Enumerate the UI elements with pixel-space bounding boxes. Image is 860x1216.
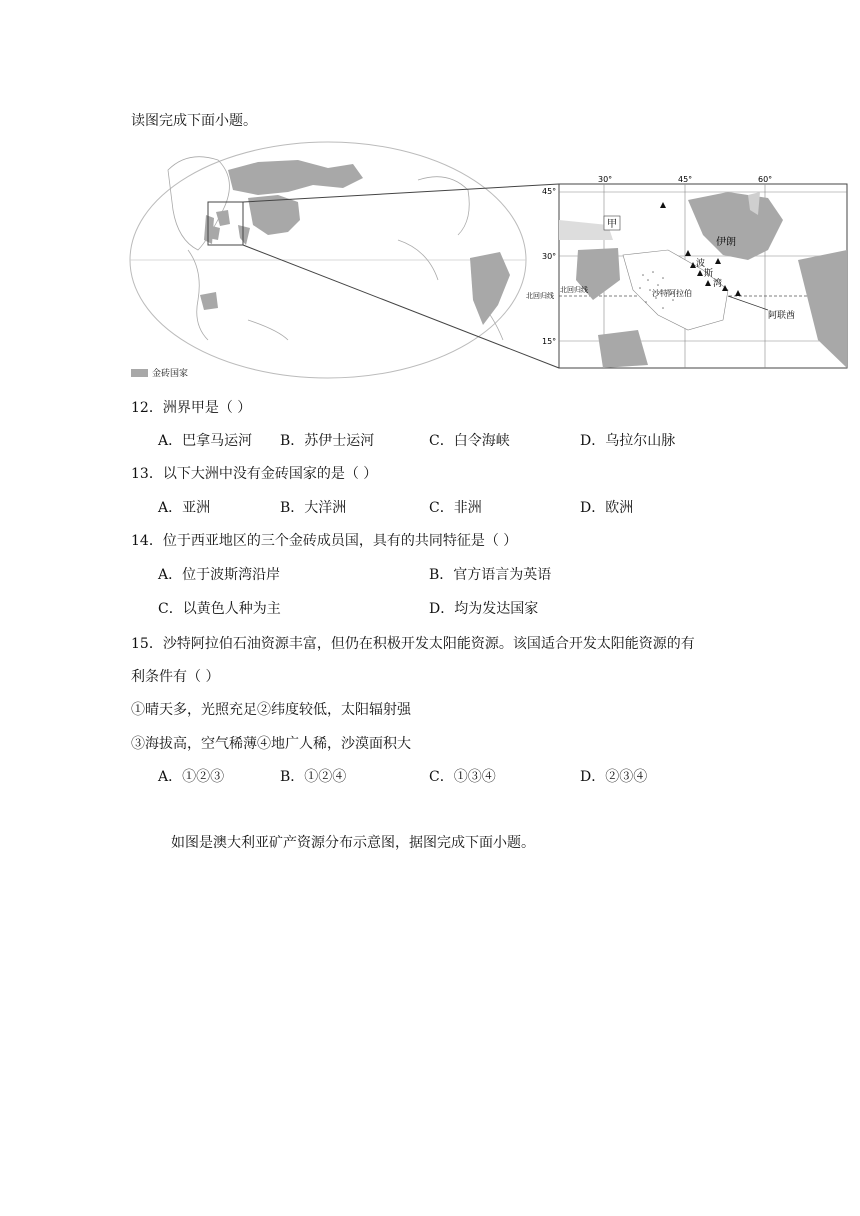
map-legend	[131, 366, 188, 379]
q14-option-d[interactable]: D．均为发达国家	[429, 601, 539, 617]
inset-map	[559, 184, 847, 368]
q12-option-d[interactable]: D．乌拉尔山脉	[580, 433, 676, 449]
question-12-stem: 12．洲界甲是（ ）	[131, 400, 252, 416]
q15-option-b[interactable]: B．①②④	[280, 769, 347, 785]
question-15-statement-2: ③海拔高，空气稀薄④地广人稀，沙漠面积大	[131, 736, 411, 752]
q12-option-a[interactable]: A．巴拿马运河	[158, 433, 253, 449]
q15-option-a[interactable]: A．①②③	[158, 769, 225, 785]
q13-option-d[interactable]: D．欧洲	[580, 500, 634, 516]
q13-option-c[interactable]: C．非洲	[429, 500, 482, 516]
label-gulf-3: 湾	[713, 279, 723, 289]
lat-15-label: 15°	[542, 337, 557, 346]
question-15-stem-line2: 利条件有（ ）	[131, 669, 220, 685]
q14-option-a[interactable]: A．位于波斯湾沿岸	[158, 567, 281, 583]
tropic-label-right: 北回归线	[560, 286, 588, 294]
question-15-stem-line1: 15．沙特阿拉伯石油资源丰富，但仍在积极开发太阳能资源。该国适合开发太阳能资源的有	[131, 636, 695, 652]
label-gulf-1: 波	[696, 259, 706, 269]
label-jia: 甲	[607, 219, 617, 230]
tropic-label-left: 北回归线	[526, 292, 554, 300]
label-gulf-2: 斯	[704, 269, 714, 279]
legend-swatch	[131, 369, 148, 377]
intro-text: 读图完成下面小题。	[131, 113, 257, 129]
label-saudi: 沙特阿拉伯	[652, 289, 692, 298]
intro-text-2: 如图是澳大利亚矿产资源分布示意图，据图完成下面小题。	[171, 835, 535, 851]
q13-option-a[interactable]: A．亚洲	[158, 500, 211, 516]
q14-option-c[interactable]: C．以黄色人种为主	[158, 601, 281, 617]
legend-label: 金砖国家	[152, 369, 189, 379]
q15-option-d[interactable]: D．②③④	[580, 769, 648, 785]
q13-option-b[interactable]: B．大洋洲	[280, 500, 347, 516]
question-15-statement-1: ①晴天多，光照充足②纬度较低，太阳辐射强	[131, 702, 411, 718]
q12-option-b[interactable]: B．苏伊士运河	[280, 433, 375, 449]
q14-option-b[interactable]: B．官方语言为英语	[429, 567, 552, 583]
q12-option-c[interactable]: C．白令海峡	[429, 433, 510, 449]
question-13-stem: 13．以下大洲中没有金砖国家的是（ ）	[131, 466, 378, 482]
lat-45-label: 45°	[542, 187, 557, 196]
question-14-stem: 14．位于西亚地区的三个金砖成员国，具有的共同特征是（ ）	[131, 533, 518, 549]
brics-map-figure	[128, 140, 850, 385]
world-map	[130, 142, 526, 378]
lat-30-label: 30°	[542, 252, 557, 261]
lon-60-label: 60°	[758, 175, 773, 184]
label-uae: 阿联酋	[768, 311, 796, 321]
lon-30-label: 30°	[598, 175, 613, 184]
label-iran: 伊朗	[716, 237, 736, 248]
q15-option-c[interactable]: C．①③④	[429, 769, 496, 785]
lon-45-label: 45°	[678, 175, 693, 184]
